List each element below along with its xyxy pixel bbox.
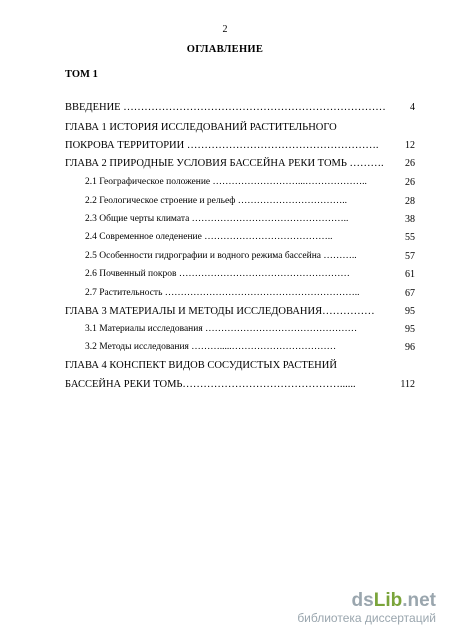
toc-page-number: 95 bbox=[405, 306, 415, 317]
watermark-logo-accent: Lib bbox=[373, 590, 403, 611]
toc-page-number: 4 bbox=[410, 102, 415, 113]
toc-page-number: 96 bbox=[405, 342, 415, 353]
toc-entry: ВВЕДЕНИЕ ………………………………………………………………… bbox=[65, 102, 386, 113]
toc-entry: ПОКРОВА ТЕРРИТОРИИ ………………………………………………. bbox=[65, 140, 379, 151]
toc-page-number: 57 bbox=[405, 251, 415, 262]
toc-entry: ГЛАВА 1 ИСТОРИЯ ИССЛЕДОВАНИЙ РАСТИТЕЛЬНОГО bbox=[65, 122, 337, 133]
watermark-logo-prefix: ds bbox=[351, 590, 374, 611]
watermark-logo-suffix: .net bbox=[402, 590, 436, 611]
toc-entry: 2.4 Современное оледенение ………………………………….. bbox=[85, 232, 333, 242]
toc-entry: 2.5 Особенности гидрографии и водного режима бассейна ……….. bbox=[85, 251, 357, 261]
toc-entry: 2.3 Общие черты климата ………………………………………….. bbox=[85, 214, 349, 224]
toc-page-number: 67 bbox=[405, 288, 415, 299]
toc-page-number: 55 bbox=[405, 232, 415, 243]
toc-page-number: 112 bbox=[400, 379, 415, 390]
toc-page-number: 61 bbox=[405, 269, 415, 280]
toc-page-number: 28 bbox=[405, 196, 415, 207]
toc-page-number: 12 bbox=[405, 140, 415, 151]
toc-page-number: 38 bbox=[405, 214, 415, 225]
page-number: 2 bbox=[222, 24, 228, 35]
watermark-logo bbox=[297, 591, 436, 611]
toc-title: ОГЛАВЛЕНИЕ bbox=[186, 44, 264, 55]
toc-page-number: 26 bbox=[405, 177, 415, 188]
toc-entry: ГЛАВА 3 МАТЕРИАЛЫ И МЕТОДЫ ИССЛЕДОВАНИЯ…………… bbox=[65, 306, 375, 317]
toc-entry: 3.1 Материалы исследования ………………………………………… bbox=[85, 324, 358, 334]
toc-entry: 2.6 Почвенный покров ……………………………………………… bbox=[85, 269, 350, 279]
toc-entry: ГЛАВА 4 КОНСПЕКТ ВИДОВ СОСУДИСТЫХ РАСТЕНИЙ bbox=[65, 360, 337, 371]
toc-entry: ГЛАВА 2 ПРИРОДНЫЕ УСЛОВИЯ БАССЕЙНА РЕКИ ТОМЬ ………. bbox=[65, 158, 384, 169]
toc-entry: 2.1 Географическое положение ………………………...……………….. bbox=[85, 177, 367, 187]
toc-entry: 2.7 Растительность …………………………………………………….. bbox=[85, 288, 360, 298]
toc-entry: 2.2 Геологическое строение и рельеф …………………………….. bbox=[85, 196, 348, 206]
toc-entry: 3.2 Методы исследования ……….....…………………………… bbox=[85, 342, 337, 352]
toc-page-number: 26 bbox=[405, 158, 415, 169]
watermark bbox=[297, 591, 436, 625]
volume-heading: ТОМ 1 bbox=[65, 69, 98, 80]
toc-entry: БАССЕЙНА РЕКИ ТОМЬ………………………………………...... bbox=[65, 379, 356, 390]
toc-page-number: 95 bbox=[405, 324, 415, 335]
watermark-tagline: библиотека диссертаций bbox=[297, 611, 436, 625]
